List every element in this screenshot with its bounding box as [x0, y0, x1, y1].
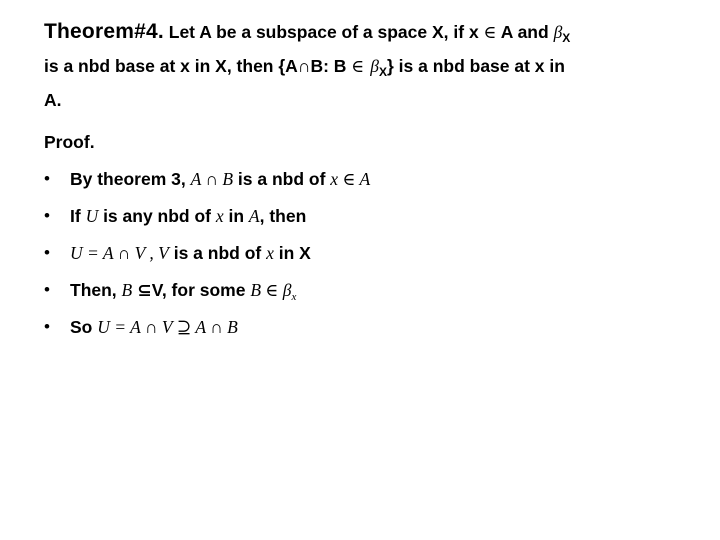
step-text: in X	[273, 243, 311, 263]
step-text: in	[223, 206, 249, 226]
proof-step	[44, 203, 684, 240]
bullet-icon: •	[44, 280, 50, 299]
theorem-line-3	[44, 86, 684, 114]
step-math: U	[85, 206, 99, 226]
theorem-text: is a nbd base at x in X, then {A∩B: B	[44, 56, 352, 76]
bullet-icon: •	[44, 206, 50, 225]
step-math: B	[121, 280, 133, 300]
step-text: is a nbd of	[233, 169, 331, 189]
step-text: By theorem 3,	[70, 169, 191, 189]
proof-heading: Proof.	[44, 132, 95, 152]
step-text: , then	[259, 206, 307, 226]
beta-symbol: β	[370, 56, 379, 76]
beta-subscript: X	[378, 65, 387, 79]
step-math: x	[266, 243, 274, 263]
theorem-label: Theorem#4.	[44, 20, 164, 43]
step-text: Then,	[70, 280, 122, 300]
step-math: U = A ∩ V ⊇ A ∩ B	[97, 317, 238, 337]
step-text: If	[70, 206, 86, 226]
theorem-line-2	[44, 52, 684, 86]
step-math: x	[215, 206, 224, 226]
proof-step	[44, 277, 684, 314]
theorem-text: A.	[44, 90, 62, 110]
proof-step	[44, 314, 684, 351]
element-of-symbol: ∈	[483, 22, 497, 42]
step-math: U = A ∩ V , V	[70, 243, 169, 263]
proof-steps	[44, 166, 684, 351]
step-math: x ∈ A	[330, 169, 371, 189]
proof-step	[44, 166, 684, 203]
step-text: is any nbd of	[98, 206, 216, 226]
beta-symbol: β	[553, 22, 563, 42]
element-of-symbol: ∈	[351, 56, 365, 76]
step-text: So	[70, 317, 98, 337]
step-text: ⊆V, for some	[132, 280, 251, 300]
theorem-text: A and	[496, 22, 554, 42]
bullet-icon: •	[44, 243, 50, 262]
step-math: A ∩ B	[190, 169, 234, 189]
step-math-subscript: x	[291, 291, 297, 303]
theorem-statement	[44, 18, 684, 114]
theorem-text: } is a nbd base at x in	[386, 56, 565, 76]
step-math: B ∈ β	[250, 280, 292, 300]
theorem-line-1	[44, 18, 684, 52]
step-math: A	[248, 206, 260, 226]
step-text: is a nbd of	[168, 243, 267, 263]
beta-subscript: X	[562, 31, 571, 45]
bullet-icon: •	[44, 317, 50, 336]
theorem-text: Let A be a subspace of a space X, if x	[163, 22, 484, 42]
bullet-icon: •	[44, 169, 50, 188]
proof-step	[44, 240, 684, 277]
